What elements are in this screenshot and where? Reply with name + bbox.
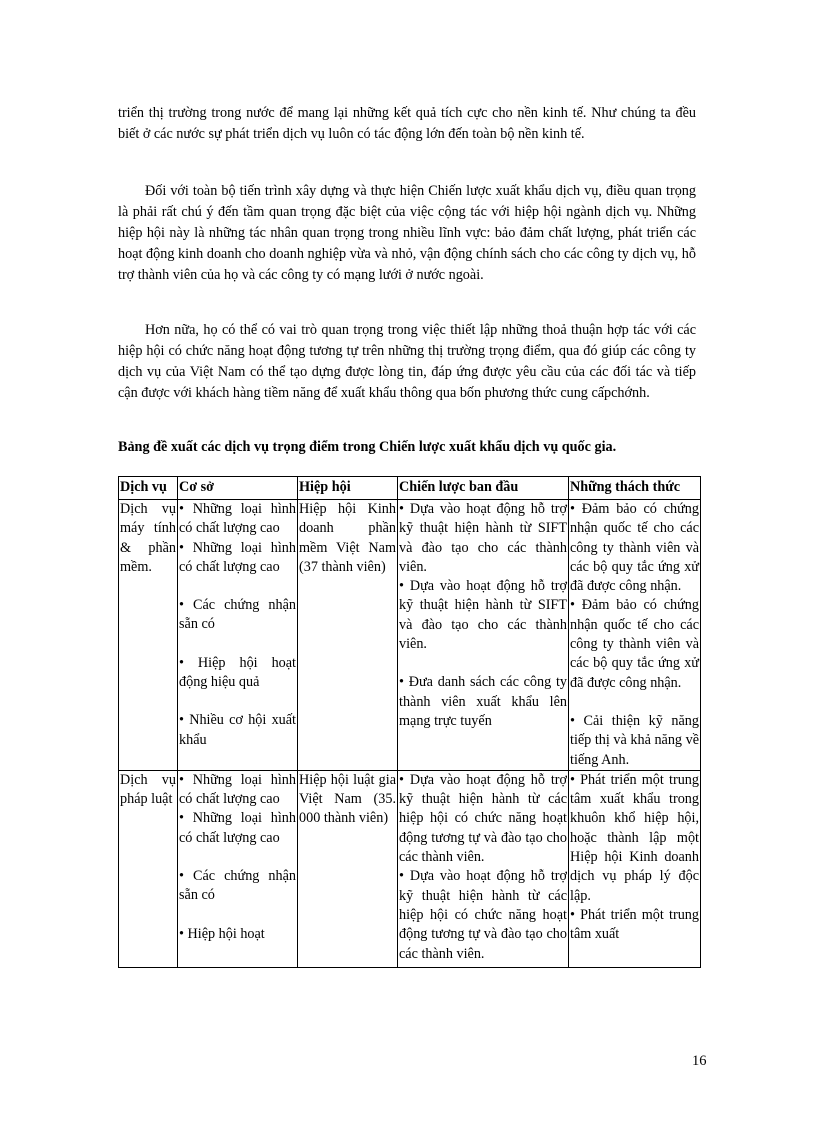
- header-basis: Cơ sở: [178, 477, 298, 500]
- cell-strategy: [398, 770, 569, 967]
- paragraph-3: Hơn nữa, họ có thể có vai trò quan trọng trong việc thiết lập những thoả thuận hợp tác với các hiệp hội có chức năng hoạt động tương tự trên những thị trường trọng điểm, qua đó giúp các công ty dịch vụ của Việt Nam có thể tạo dựng được lòng tin, đáp ứng được yêu cầu của các đối tác và tiếp cận được với khách hàng tiềm năng để xuất khẩu thông qua bốn phương thức cung cấpchớnh.: [118, 322, 696, 401]
- services-table: [118, 476, 701, 968]
- table-row: [119, 500, 701, 771]
- challenge-item: • Phát triển một trung tâm xuất: [570, 906, 699, 943]
- basis-item: • Những loại hình có chất lượng cao: [179, 501, 296, 537]
- header-challenges: Những thách thức: [569, 477, 701, 500]
- strategy-item: • Đưa danh sách các công ty thành viên xuất khẩu lên mạng trực tuyến: [399, 674, 567, 729]
- basis-item: • Nhiều cơ hội xuất khẩu: [179, 712, 296, 748]
- strategy-item: • Dựa vào hoạt động hỗ trợ kỹ thuật hiện hành từ SIFT và đào tạo cho các thành viên.: [399, 578, 567, 653]
- header-strategy: Chiến lược ban đầu: [398, 477, 569, 500]
- table-row: [119, 770, 701, 967]
- header-service: Dịch vụ: [119, 477, 178, 500]
- challenge-item: • Đảm bảo có chứng nhận quốc tế cho các công ty thành viên và các bộ quy tắc ứng xử đã được công nhận.: [570, 597, 699, 691]
- cell-association: Hiệp hội Kinh doanh phần mềm Việt Nam (37 thành viên): [298, 500, 398, 771]
- cell-challenges: [569, 500, 701, 771]
- basis-item: • Các chứng nhận sẵn có: [179, 868, 296, 904]
- basis-item: • Những loại hình có chất lượng cao: [179, 810, 296, 846]
- basis-item: • Hiệp hội hoạt động hiệu quả: [179, 654, 296, 691]
- cell-association: Hiệp hội luật gia Việt Nam (35. 000 thành viên): [298, 770, 398, 967]
- strategy-item: • Dựa vào hoạt động hỗ trợ kỹ thuật hiện hành từ SIFT và đào tạo cho các thành viên.: [399, 501, 567, 575]
- cell-basis: [178, 770, 298, 967]
- basis-item: • Hiệp hội hoạt: [179, 925, 265, 942]
- cell-challenges: [569, 770, 701, 967]
- strategy-item: • Dựa vào hoạt động hỗ trợ kỹ thuật hiện hành từ các hiệp hội có chức năng hoạt động tương tự và đào tạo cho các thành viên.: [399, 868, 567, 962]
- header-association: Hiệp hội: [298, 477, 398, 500]
- paragraph-2: Đối với toàn bộ tiến trình xây dựng và thực hiện Chiến lược xuất khẩu dịch vụ, điều quan trọng là phải rất chú ý đến tầm quan trọng đặc biệt của việc cộng tác với hiệp hội ngành dịch vụ. Những hiệp hội này là những tác nhân quan trọng trong nhiều lĩnh vực: bảo đảm chất lượng, phát triển các hoạt động kinh doanh cho doanh nghiệp vừa và nhỏ, vận động chính sách cho các công ty dịch vụ, hỗ trợ thành viên của họ và các công ty có mạng lưới ở nước ngoài.: [118, 183, 696, 283]
- cell-basis: [178, 500, 298, 771]
- paragraph-1: triển thị trường trong nước để mang lại những kết quả tích cực cho nền kinh tế. Như chúng ta đều biết ở các nước sự phát triển dịch vụ luôn có tác động lớn đến toàn bộ nền kinh tế.: [118, 105, 696, 142]
- cell-service: Dịch vụ pháp luật: [119, 770, 178, 967]
- basis-item: • Những loại hình có chất lượng cao: [179, 771, 296, 808]
- challenge-item: • Cải thiện kỹ năng tiếp thị và khả năng về tiếng Anh.: [570, 712, 699, 768]
- challenge-item: • Phát triển một trung tâm xuất khẩu trong khuôn khổ hiệp hội, hoặc thành lập một Hiệp hội Kinh doanh dịch vụ pháp lý độc lập.: [570, 771, 699, 904]
- basis-item: • Các chứng nhận sẵn có: [179, 597, 296, 633]
- basis-item: • Những loại hình có chất lượng cao: [179, 539, 296, 575]
- table-header-row: [119, 477, 701, 500]
- challenge-item: • Đảm bảo có chứng nhận quốc tế cho các công ty thành viên và các bộ quy tắc ứng xử đã được công nhận.: [570, 501, 699, 595]
- cell-service: Dịch vụ máy tính & phần mềm.: [119, 500, 178, 771]
- strategy-item: • Dựa vào hoạt động hỗ trợ kỹ thuật hiện hành từ các hiệp hội có chức năng hoạt động tương tự và đào tạo cho các thành viên.: [399, 771, 567, 866]
- cell-strategy: [398, 500, 569, 771]
- table-caption: Bảng đề xuất các dịch vụ trọng điểm trong Chiến lược xuất khẩu dịch vụ quốc gia.: [118, 439, 617, 455]
- page-number: 16: [692, 1053, 707, 1069]
